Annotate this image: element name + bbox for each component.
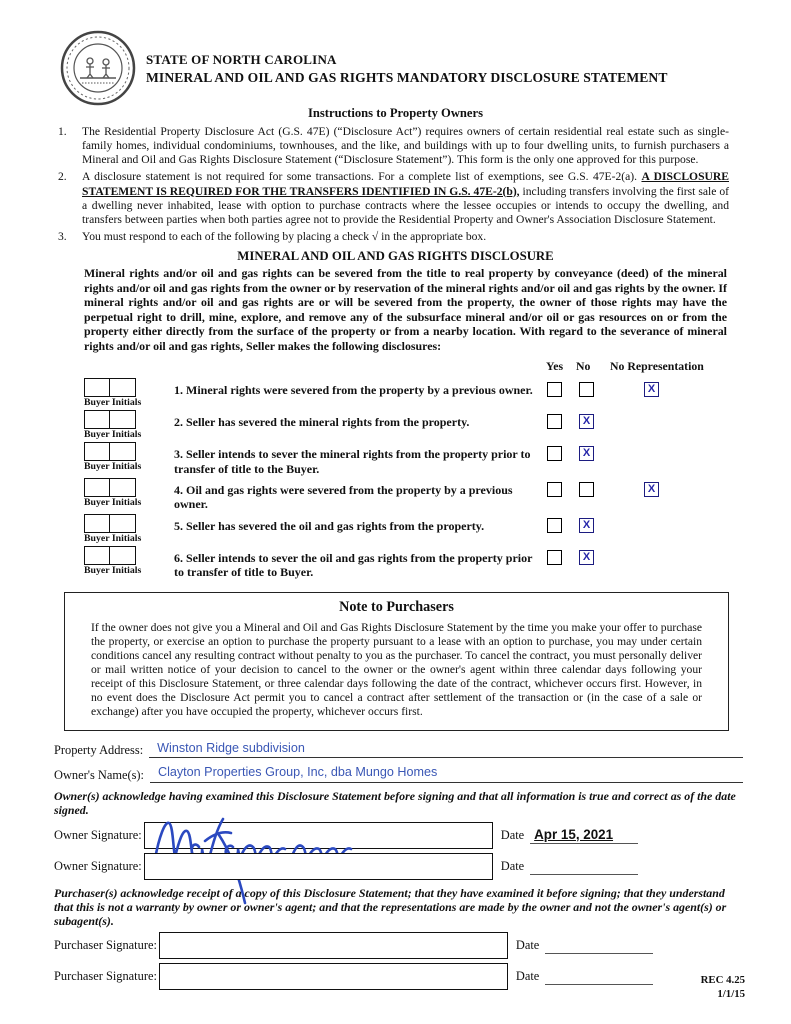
form-revision-date: 1/1/15 [717, 988, 745, 1001]
instructions-heading: Instructions to Property Owners [307, 106, 483, 120]
date-label: Date [500, 858, 525, 873]
buyer-initials-label: Buyer Initials [84, 532, 142, 544]
date-label: Date [515, 938, 540, 953]
checkbox-no-representation[interactable]: X [644, 382, 659, 397]
owner-acknowledgement: Owner(s) acknowledge having examined this Disclosure Statement before signing and that all information is true and correct as of the date signed. [54, 789, 736, 818]
checkbox-no-representation[interactable]: X [644, 482, 659, 497]
disclosure-row-1 [84, 378, 756, 408]
form-header [58, 34, 791, 104]
owner-name-label: Owner's Name(s): [54, 768, 144, 783]
purchaser-signature-date-1[interactable] [545, 937, 653, 954]
purchaser-signature-date-2[interactable] [545, 968, 653, 985]
item-text-post: including transfers involving the first sale of a dwelling never inhabited, lease with option to purchase contracts where the lessee occupies or intends to occupy the dwelling, and transfers between parties when both parties agree not to provide the Residential Property and Owner's Association Disclosure Statement. [82, 184, 729, 226]
checkbox-yes[interactable] [547, 446, 562, 461]
form-code: REC 4.25 [700, 973, 745, 986]
owner-signature-label: Owner Signature: [54, 827, 142, 842]
item-text-pre: A disclosure statement is not required for some transactions. For a complete list of exemptions, see G.S. 47E-2(a). [82, 170, 642, 184]
owner-signature-row-2 [54, 853, 743, 880]
buyer-initial-box[interactable] [84, 410, 111, 429]
buyer-initials-block [84, 478, 174, 508]
instructions-list [58, 125, 729, 244]
note-to-purchasers-box [64, 592, 729, 731]
form-titles [146, 34, 668, 104]
property-address-input[interactable]: Winston Ridge subdivision [149, 741, 743, 759]
buyer-initial-box[interactable] [84, 378, 111, 397]
checkbox-yes[interactable] [547, 518, 562, 533]
col-header-yes: Yes [546, 359, 564, 374]
checkbox-group [542, 410, 659, 429]
purchaser-signature-row-1 [54, 932, 743, 959]
state-seal-icon [58, 28, 138, 108]
checkbox-no[interactable] [579, 482, 594, 497]
disclosure-row-2 [84, 410, 756, 440]
checkbox-yes[interactable] [547, 414, 562, 429]
item-number: 1. [58, 125, 67, 138]
checkbox-no[interactable]: X [579, 446, 594, 461]
item-number: 2. [58, 170, 67, 184]
checkbox-no[interactable]: X [579, 518, 594, 533]
column-headers [546, 359, 756, 374]
instruction-item-3 [58, 230, 729, 244]
form-title: MINERAL AND OIL AND GAS RIGHTS MANDATORY DISCLOSURE STATEMENT [146, 70, 668, 85]
buyer-initial-box[interactable] [84, 546, 111, 565]
state-title: STATE OF NORTH CAROLINA [146, 52, 337, 67]
item-text: The Residential Property Disclosure Act (G.S. 47E) (“Disclosure Act”) requires owners of certain residential real estate such as single-family homes, individual condominiums, townhouses, and the like, and buildings with up to four dwelling units, to furnish purchasers a Mineral and Oil and Gas Rights Disclosure Statement (“Disclosure Statement”). This form is the only one approved for this purpose. [82, 125, 729, 167]
buyer-initial-box[interactable] [84, 478, 111, 497]
purchaser-signature-label: Purchaser Signature: [54, 969, 157, 984]
owner-signature-date-1[interactable]: Apr 15, 2021 [530, 827, 638, 844]
owner-signature-label: Owner Signature: [54, 858, 142, 873]
instruction-item-2 [58, 170, 729, 227]
buyer-initials-label: Buyer Initials [84, 497, 142, 508]
owner-signature-date-2[interactable] [530, 858, 638, 875]
buyer-initial-box[interactable] [109, 378, 136, 397]
buyer-initials-block [84, 410, 174, 440]
checkbox-group [542, 546, 659, 565]
checkbox-yes[interactable] [547, 382, 562, 397]
checkbox-no[interactable]: X [579, 414, 594, 429]
disclosure-table [84, 359, 756, 579]
buyer-initials-label: Buyer Initials [84, 461, 142, 473]
statement-text: 5. Seller has severed the oil and gas rights from the property. [174, 518, 485, 533]
checkbox-yes[interactable] [547, 550, 562, 565]
buyer-initial-box[interactable] [84, 514, 111, 533]
purchaser-signature-field[interactable] [159, 963, 508, 990]
property-address-label: Property Address: [54, 743, 144, 758]
item-number: 3. [58, 229, 67, 243]
disclosure-row-4 [84, 478, 756, 512]
owner-signature-field[interactable] [144, 822, 493, 849]
checkbox-group [542, 514, 659, 533]
owner-name-row [54, 765, 743, 783]
buyer-initial-box[interactable] [109, 514, 136, 533]
statement-text: 1. Mineral rights were severed from the property by a previous owner. [174, 383, 533, 398]
buyer-initial-box[interactable] [109, 442, 136, 461]
buyer-initials-block [84, 546, 174, 576]
purchaser-signature-row-2 [54, 963, 743, 990]
checkbox-no[interactable]: X [579, 550, 594, 565]
purchaser-signature-label: Purchaser Signature: [54, 938, 157, 953]
col-header-no: No [576, 359, 591, 374]
instruction-item-1 [58, 125, 729, 167]
owner-signature-field[interactable] [144, 853, 493, 880]
form-fields [54, 741, 743, 991]
buyer-initial-box[interactable] [109, 546, 136, 565]
checkbox-group [542, 478, 659, 497]
form-footer [701, 973, 745, 1002]
buyer-initials-block [84, 378, 174, 408]
checkbox-group [542, 442, 659, 461]
note-body: If the owner does not give you a Mineral and Oil and Gas Rights Disclosure Statement by the time you make your offer to purchase the property, or exercise an option to purchase the property pursuant to a lease with an option to purchase, you may under certain conditions cancel any resulting contract without penalty to you as the purchaser. To cancel the contract, you must personally deliver or mail written notice of your decision to cancel to the owner or the owner's agent within three calendar days following your receipt of this Disclosure Statement, or three calendar days following the date of the contract, whichever occurs first. However, in no event does the Disclosure Act permit you to cancel a contract after settlement of the transaction or (in the case of a sale or exchange) after you have occupied the property, whichever occurs first. [91, 620, 703, 719]
date-label: Date [500, 827, 525, 842]
col-header-no-representation: No Representation [610, 359, 704, 374]
disclosure-heading: MINERAL AND OIL AND GAS RIGHTS DISCLOSURE [237, 249, 554, 264]
owner-name-input[interactable]: Clayton Properties Group, Inc, dba Mungo Homes [150, 765, 743, 783]
statement-text: 2. Seller has severed the mineral rights from the property. [174, 415, 470, 430]
statement-text: 4. Oil and gas rights were severed from the property by a previous owner. [174, 483, 513, 512]
statement-text: 6. Seller intends to sever the oil and gas rights from the property prior to transfer of title to Buyer. [174, 550, 533, 580]
purchaser-acknowledgement: Purchaser(s) acknowledge receipt of a copy of this Disclosure Statement; that they have examined it before signing; that they understand that this is not a warranty by owner or owner's agent; and that the representations are made by the owner and not the owner's agent(s) or subagent(s). [54, 885, 727, 929]
note-title: Note to Purchasers [339, 598, 454, 615]
checkbox-yes[interactable] [547, 482, 562, 497]
item-text-emphasis: A DISCLOSURE STATEMENT IS REQUIRED FOR THE TRANSFERS IDENTIFIED IN G.S. 47E-2(b), [82, 170, 729, 198]
buyer-initials-block [84, 514, 174, 544]
purchaser-signature-field[interactable] [159, 932, 508, 959]
buyer-initial-box[interactable] [109, 410, 136, 429]
buyer-initials-label: Buyer Initials [84, 564, 142, 576]
disclosure-row-6 [84, 546, 756, 580]
buyer-initials-label: Buyer Initials [84, 397, 142, 409]
statement-text: 3. Seller intends to sever the mineral rights from the property prior to transfer of title to the Buyer. [174, 447, 531, 476]
disclosure-row-3 [84, 442, 756, 476]
buyer-initial-box[interactable] [109, 478, 136, 497]
checkbox-group [542, 378, 659, 397]
date-label: Date [515, 969, 540, 984]
checkbox-no[interactable] [579, 382, 594, 397]
property-address-row [54, 741, 743, 759]
disclosure-intro: Mineral rights and/or oil and gas rights can be severed from the title to real property by conveyance (deed) of the mineral rights and/or oil and gas rights from the owner or by reservation of the mineral rights and/or oil and gas rights by the owner. If mineral rights and/or oil and gas rights are or will be severed from the property, the owner of those rights may have the perpetual right to drill, mine, explore, and remove any of the subsurface mineral and/or oil or gas resources on or from the property either directly from the surface of the property or from a nearby location. With regard to the severance of mineral rights and/or oil and gas rights, Seller makes the following disclosures: [84, 266, 727, 353]
item-text [82, 170, 729, 227]
owner-signature-row-1 [54, 822, 743, 849]
buyer-initials-block [84, 442, 174, 472]
buyer-initial-box[interactable] [84, 442, 111, 461]
item-text: You must respond to each of the following by placing a check √ in the appropriate box. [82, 229, 487, 243]
disclosure-row-5 [84, 514, 756, 544]
buyer-initials-label: Buyer Initials [84, 429, 142, 441]
